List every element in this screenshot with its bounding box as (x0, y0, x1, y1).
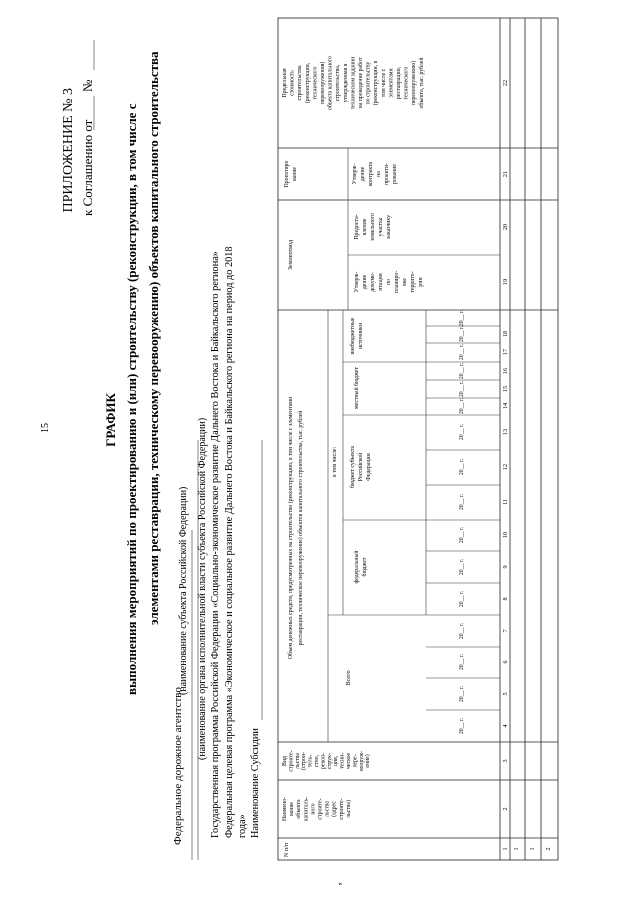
design-sub-line: Утверж- (352, 163, 358, 185)
land-sub1-line: рии (418, 277, 424, 287)
year-label: 20__ г. (459, 397, 465, 415)
cost-line: объекта, тыс. рублей (418, 57, 425, 109)
col-type-line: льства (294, 753, 301, 769)
column-number: 1 (502, 847, 509, 851)
col-type-line: ство, (314, 754, 320, 768)
cost-line: объекта капитального (327, 56, 334, 110)
heading-line-2: элементами реставрации, техническому перевооружению) объектов капитального строительства (146, 51, 161, 625)
incl-label: в том числе: (332, 446, 338, 478)
cost-line: (реконструкции, в (373, 60, 380, 106)
subsidy-label: Наименование Субсидии (250, 728, 261, 838)
land-sub1-line: Утверж- (354, 271, 360, 293)
year-label: 20__ г. (459, 653, 465, 671)
year-label: 20__ г. (459, 685, 465, 703)
cost-line: реставрации, (396, 66, 402, 100)
column-number: 4 (502, 724, 509, 728)
year-label: 20__ г. (459, 423, 465, 441)
funds-header-line-1: Объем денежных средств, предусмотренных на строительство (реконструкцию, в том числе с элементами (288, 396, 294, 660)
design-line: Проектиро (284, 160, 290, 188)
land-sub1-line: дение (362, 274, 368, 290)
appendix-title: ПРИЛОЖЕНИЕ № 3 (61, 88, 76, 213)
column-number: 14 (502, 402, 509, 410)
extrabudget-label (349, 317, 364, 354)
appendix-ref-prefix: к Соглашению от (80, 119, 95, 216)
col-type-line: ция, (333, 755, 340, 767)
header-col-name (282, 797, 352, 821)
land-sub2-line: вление (362, 218, 368, 236)
col-type-line: вооруж- (358, 750, 365, 772)
total-label: Всего (345, 670, 352, 686)
federal-line: федеральный (354, 550, 360, 584)
col-name-line: Наимено- (282, 796, 288, 822)
col-name-line: строите- (338, 798, 345, 820)
land-sub-provision (354, 213, 392, 241)
funds-header-line-2: реставрации, техническое перевооружение) объектов капитального строительства, тыс. рублей (298, 410, 304, 646)
column-number-row (502, 80, 509, 851)
col-name-line: льства (324, 801, 331, 817)
year-label: 20__ г. (459, 493, 465, 511)
cost-line: элементами (388, 68, 395, 98)
cost-line: технического (312, 66, 319, 100)
col-name-line: объекта (296, 799, 303, 819)
column-number: 10 (502, 531, 509, 539)
year-label: 20__ г. (459, 362, 465, 380)
cost-line: технического (403, 66, 410, 100)
column-number: 16 (502, 367, 509, 375)
col-name-line: ного (310, 803, 317, 815)
regional-line: Российской (358, 452, 364, 482)
document-title: ГРАФИК (103, 393, 118, 447)
design-sub-line: рование (392, 164, 398, 184)
column-number: 15 (502, 385, 509, 393)
col-type-line: тель- (307, 754, 314, 768)
col-type-line: струк- (326, 753, 333, 769)
svg-text:N п/п: N п/п (283, 842, 290, 858)
federal-line: бюджет (362, 557, 368, 577)
col-name-line: вание (289, 801, 296, 817)
column-number: 18 (502, 330, 509, 338)
regional-line: Федерации (366, 453, 372, 481)
col-type-line: ение) (365, 754, 372, 768)
col-name-line: капиталь- (303, 796, 310, 822)
cost-line: перевооружения) (320, 61, 326, 105)
data-rows (513, 847, 552, 850)
land-sub2-line: земельного (370, 213, 376, 241)
heading-line-1: выполнения мероприятий по проектированию и (или) строительству (реконструкции, в том числе с (124, 103, 139, 695)
regional-label (349, 446, 372, 488)
design-sub-line: дение (360, 166, 366, 182)
column-number: 8 (502, 597, 509, 601)
design-sub-line: на (376, 171, 382, 177)
cost-line: том числе с (380, 68, 387, 98)
year-label: 20__ г. (459, 526, 465, 544)
col-type-line: строите- (288, 750, 295, 772)
cost-line: (реконструкции, (304, 62, 311, 104)
table-row-number: 1 (513, 847, 520, 851)
column-number: 21 (502, 170, 509, 178)
land-sub1-line: планиро- (394, 270, 400, 294)
agency-name: Федеральное дорожное агентство (172, 687, 184, 845)
column-number: 17 (502, 348, 509, 356)
column-number: 7 (502, 629, 509, 633)
design-sub (352, 161, 398, 186)
col-name-line: строите- (317, 798, 324, 820)
target-program-line-2: года» (237, 814, 248, 838)
table-row-number: 1 (529, 847, 536, 851)
column-number: 19 (502, 278, 509, 286)
appendix-ref-no: № (80, 79, 95, 92)
design-label (284, 161, 298, 188)
year-label: 20__ г. (459, 558, 465, 576)
cost-line: по строительству (365, 61, 372, 105)
column-number: 5 (502, 692, 509, 696)
cost-line: перевооружению) (411, 60, 418, 106)
regional-line: бюджет субъекта (350, 445, 356, 489)
year-label: 20__ г. (459, 343, 465, 361)
cost-line: стоимость (289, 70, 296, 96)
cost-line: утвержденная в (342, 63, 349, 103)
year-label: 20__ г. (459, 622, 465, 640)
year-label: 20__ г. (459, 590, 465, 608)
column-number: 20 (502, 223, 509, 231)
land-sub1-line: вке (402, 278, 408, 286)
header-col-type (282, 750, 371, 771)
land-sub1-line: нтации (378, 273, 384, 291)
col-type-line: техни- (339, 752, 346, 770)
land-label: Землеотвод (287, 239, 294, 271)
federal-label (353, 551, 368, 584)
footer-mark: , (329, 882, 343, 886)
year-label: 20__ г. (459, 717, 465, 735)
col-type-line: Вид (282, 756, 288, 766)
page-number: 15 (40, 423, 51, 433)
state-program: Государственная программа Российской Федерации «Социально-экономическое развитие Дальнего Востока и Байкальского региона» (210, 251, 221, 838)
authority-caption: (наименование органа исполнительной власти субъекта Российской Федерации) (197, 417, 208, 760)
year-label: 20__ г. (459, 458, 465, 476)
column-number: 3 (502, 759, 509, 763)
col-type-line: ческое (346, 752, 352, 770)
cost-label (282, 56, 425, 110)
column-number: 6 (502, 660, 509, 664)
col-name-line: льства) (345, 800, 352, 818)
land-sub1-line: по (386, 278, 392, 286)
land-sub2-line: Предоста- (354, 214, 360, 240)
column-number: 22 (502, 79, 509, 87)
schedule-table (278, 18, 558, 860)
design-sub-line: контракта (368, 161, 374, 187)
land-sub1-line: докуме- (370, 272, 376, 292)
appendix-reference (80, 40, 95, 216)
local-label: местный бюджет (354, 366, 360, 410)
subject-caption: (наименование субъекта Российской Федерации) (178, 486, 189, 695)
column-number: 9 (502, 565, 509, 569)
cost-line: строительства, (335, 64, 342, 102)
column-number: 11 (502, 499, 509, 505)
cost-line: на проведение работ (358, 57, 364, 109)
year-label: 20__ г. (459, 380, 465, 398)
col-type-line: (строи- (301, 752, 308, 770)
cost-line: техническом задании (350, 56, 357, 110)
design-line: вание (292, 166, 298, 182)
extrabudget-line: источники (358, 323, 364, 349)
target-program-line-1: Федеральная целевая программа «Экономическое и социальное развитие Дальнего Востока и Байкальского региона на период до 2018 (224, 246, 235, 838)
col-name-line: (адрес (331, 801, 338, 817)
extrabudget-line: внебюджетные (350, 317, 356, 355)
header-col-no (283, 842, 290, 857)
column-number: 13 (502, 428, 509, 436)
land-sub-approval (354, 271, 424, 294)
column-number: 12 (502, 463, 509, 471)
year-labels (459, 309, 465, 734)
year-label: 20__ г. (459, 325, 465, 343)
table-frame (278, 18, 558, 860)
land-sub2-line: участка (378, 217, 384, 237)
year-label: 20__ г. (459, 309, 465, 327)
col-type-line: рекон- (320, 753, 327, 769)
design-sub-line: проекти- (384, 163, 390, 185)
col-type-line: пере- (352, 754, 359, 768)
cost-line: строительства (297, 65, 304, 101)
cost-line: Предельная (282, 68, 288, 98)
land-sub1-line: террито- (410, 271, 416, 293)
table-row-number: 2 (545, 847, 552, 851)
land-sub2-line: заказчику (386, 215, 392, 239)
column-number: 2 (502, 807, 509, 811)
